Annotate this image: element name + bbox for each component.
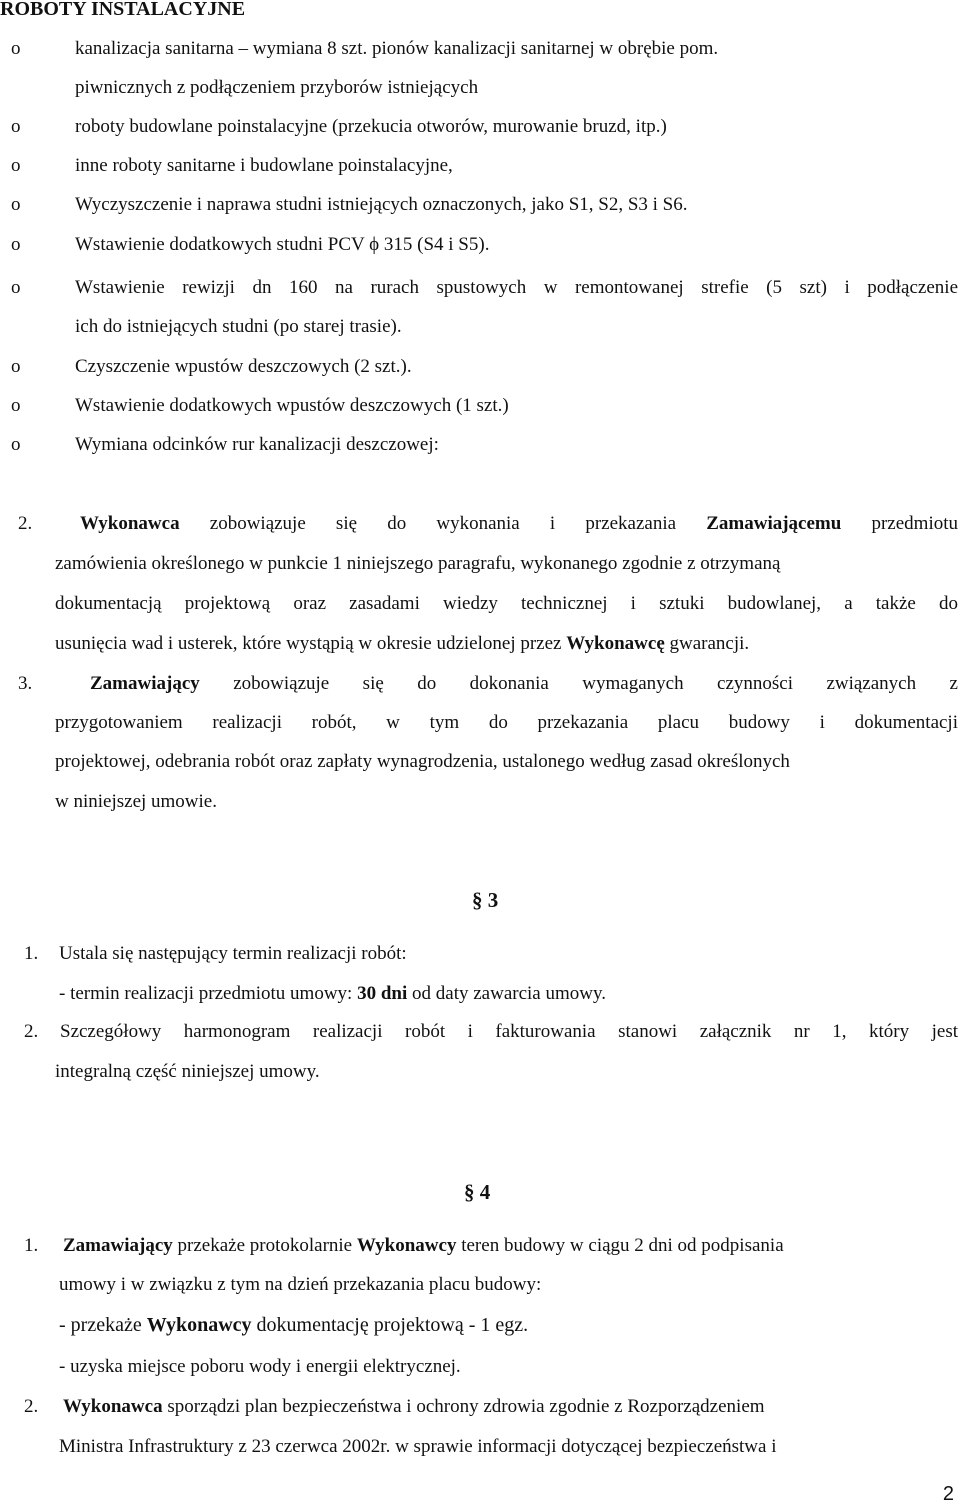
bullet-marker: o bbox=[11, 434, 21, 455]
bullet-marker: o bbox=[11, 194, 21, 215]
list-item: Wstawienie rewizji dn 160 na rurach spustowych w remontowanej strefie (5 szt) i podłączenie bbox=[75, 277, 958, 298]
paragraph-line: Wykonawca zobowiązuje się do wykonania i przekazania Zamawiającemu przedmiotu bbox=[80, 513, 959, 534]
bullet-marker: o bbox=[11, 116, 21, 137]
paragraph-line: - termin realizacji przedmiotu umowy: 30 dni od daty zawarcia umowy. bbox=[59, 983, 606, 1004]
paragraph-number: 2. bbox=[18, 513, 33, 534]
bullet-marker: o bbox=[11, 155, 21, 176]
page-number: 2 bbox=[942, 1483, 954, 1505]
paragraph-number: 1. bbox=[24, 1235, 39, 1256]
list-item: Czyszczenie wpustów deszczowych (2 szt.). bbox=[75, 356, 412, 377]
bullet-marker: o bbox=[11, 395, 21, 416]
paragraph-line: Ustala się następujący termin realizacji robót: bbox=[59, 943, 407, 964]
list-item: Wymiana odcinków rur kanalizacji deszczowej: bbox=[75, 434, 439, 455]
list-item: roboty budowlane poinstalacyjne (przekucia otworów, murowanie bruzd, itp.) bbox=[75, 116, 667, 137]
dash-item: - uzyska miejsce poboru wody i energii elektrycznej. bbox=[59, 1356, 461, 1377]
paragraph-number: 2. bbox=[24, 1396, 39, 1417]
paragraph-line: projektowej, odebrania robót oraz zapłaty wynagrodzenia, ustalonego według zasad określonych bbox=[55, 751, 790, 772]
list-item: Wyczyszczenie i naprawa studni istniejących oznaczonych, jako S1, S2, S3 i S6. bbox=[75, 194, 688, 215]
paragraph-number: 3. bbox=[18, 673, 33, 694]
paragraph-number: 1. bbox=[24, 943, 39, 964]
bullet-marker: o bbox=[11, 356, 21, 377]
bullet-marker: o bbox=[11, 277, 21, 298]
paragraph-line: przygotowaniem realizacji robót, w tym do przekazania placu budowy i dokumentacji bbox=[55, 712, 958, 733]
paragraph-line: Szczegółowy harmonogram realizacji robót i fakturowania stanowi załącznik nr 1, który jest bbox=[60, 1021, 958, 1042]
list-item-continuation: ich do istniejących studni (po starej trasie). bbox=[75, 316, 402, 337]
section-title: § 3 bbox=[472, 888, 499, 912]
bullet-marker: o bbox=[11, 234, 21, 255]
paragraph-line: Ministra Infrastruktury z 23 czerwca 2002r. w sprawie informacji dotyczącej bezpieczeństwa i bbox=[59, 1436, 777, 1457]
paragraph-line: usunięcia wad i usterek, które wystąpią w okresie udzielonej przez Wykonawcę gwarancji. bbox=[55, 633, 750, 654]
paragraph-line: Zamawiający przekaże protokolarnie Wykonawcy teren budowy w ciągu 2 dni od podpisania bbox=[63, 1235, 784, 1256]
paragraph-line: integralną część niniejszej umowy. bbox=[55, 1061, 320, 1082]
paragraph-line: Wykonawca sporządzi plan bezpieczeństwa i ochrony zdrowia zgodnie z Rozporządzeniem bbox=[63, 1396, 765, 1417]
paragraph-line: Zamawiający zobowiązuje się do dokonania wymaganych czynności związanych z bbox=[90, 673, 958, 694]
section-heading: ROBOTY INSTALACYJNE bbox=[0, 0, 246, 20]
paragraph-number: 2. bbox=[24, 1021, 39, 1042]
list-item: inne roboty sanitarne i budowlane poinstalacyjne, bbox=[75, 155, 453, 176]
dash-item: - przekaże Wykonawcy dokumentację projektową - 1 egz. bbox=[59, 1314, 529, 1336]
section-title: § 4 bbox=[464, 1180, 491, 1204]
list-item: Wstawienie dodatkowych wpustów deszczowych (1 szt.) bbox=[75, 395, 509, 416]
bullet-marker: o bbox=[11, 38, 21, 59]
list-item-continuation: piwnicznych z podłączeniem przyborów istniejących bbox=[75, 77, 479, 98]
list-item: kanalizacja sanitarna – wymiana 8 szt. pionów kanalizacji sanitarnej w obrębie pom. bbox=[75, 38, 719, 59]
paragraph-line: dokumentacją projektową oraz zasadami wiedzy technicznej i sztuki budowlanej, a także do bbox=[55, 593, 958, 614]
paragraph-line: zamówienia określonego w punkcie 1 niniejszego paragrafu, wykonanego zgodnie z otrzymaną bbox=[55, 553, 781, 574]
paragraph-line: umowy i w związku z tym na dzień przekazania placu budowy: bbox=[59, 1274, 542, 1295]
list-item: Wstawienie dodatkowych studni PCV ϕ 315 (S4 i S5). bbox=[75, 234, 490, 255]
paragraph-line: w niniejszej umowie. bbox=[55, 791, 217, 812]
